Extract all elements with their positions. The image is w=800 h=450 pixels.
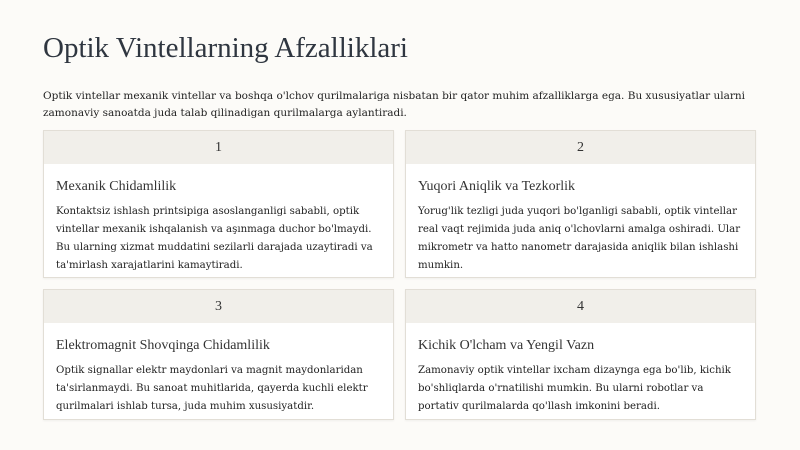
card-text: Zamonaviy optik vintellar ixcham dizaynga ega bo'lib, kichik bo'shliqlarda o'rnatilishi mumkin. Bu ularni robotlar va portativ qurilmalarda qo'llash imkonini beradi. — [418, 365, 731, 412]
card-heading: Elektromagnit Shovqinga Chidamlilik — [56, 338, 270, 353]
card-heading: Mexanik Chidamlilik — [56, 179, 177, 194]
card-heading: Yuqori Aniqlik va Tezkorlik — [418, 179, 576, 194]
card-text: Kontaktsiz ishlash printsipiga asoslanganligi sababli, optik vintellar mexanik ishqalanish va aşınmaga duchor bo'lmaydi. Bu ularning xizmat muddatini sezilarli darajada uzaytiradi va ta'mirlash xarajatlarini kamaytiradi. — [56, 206, 373, 271]
card-number: 2 — [406, 131, 755, 164]
advantage-card-emi-resistance — [43, 289, 394, 420]
card-text: Optik signallar elektr maydonlari va magnit maydonlaridan ta'sirlanmaydi. Bu sanoat muhitlarida, qayerda kuchli elektr qurilmalari ishlab tursa, juda muhim xususiyatdir. — [56, 365, 368, 412]
advantage-card-mechanical-durability — [43, 130, 394, 278]
card-heading: Kichik O'lcham va Yengil Vazn — [418, 338, 595, 353]
intro-paragraph: Optik vintellar mexanik vintellar va boshqa o'lchov qurilmalariga nisbatan bir qator muhim afzalliklarga ega. Bu xususiyatlar ularni zamonaviy sanoatda juda talab qilinadigan qurilmalarga aylantiradi. — [43, 90, 746, 119]
card-number: 4 — [406, 290, 755, 323]
card-number: 1 — [44, 131, 393, 164]
advantage-card-high-precision — [405, 130, 756, 278]
advantage-card-compact-size — [405, 289, 756, 420]
page-title: Optik Vintellarning Afzalliklari — [43, 32, 408, 64]
card-number: 3 — [44, 290, 393, 323]
card-text: Yorug'lik tezligi juda yuqori bo'lganligi sababli, optik vintellar real vaqt rejimida juda aniq o'lchovlarni amalga oshiradi. Ular mikrometr va hatto nanometr darajasida aniqlik bilan ishlashi mumkin. — [418, 206, 741, 271]
